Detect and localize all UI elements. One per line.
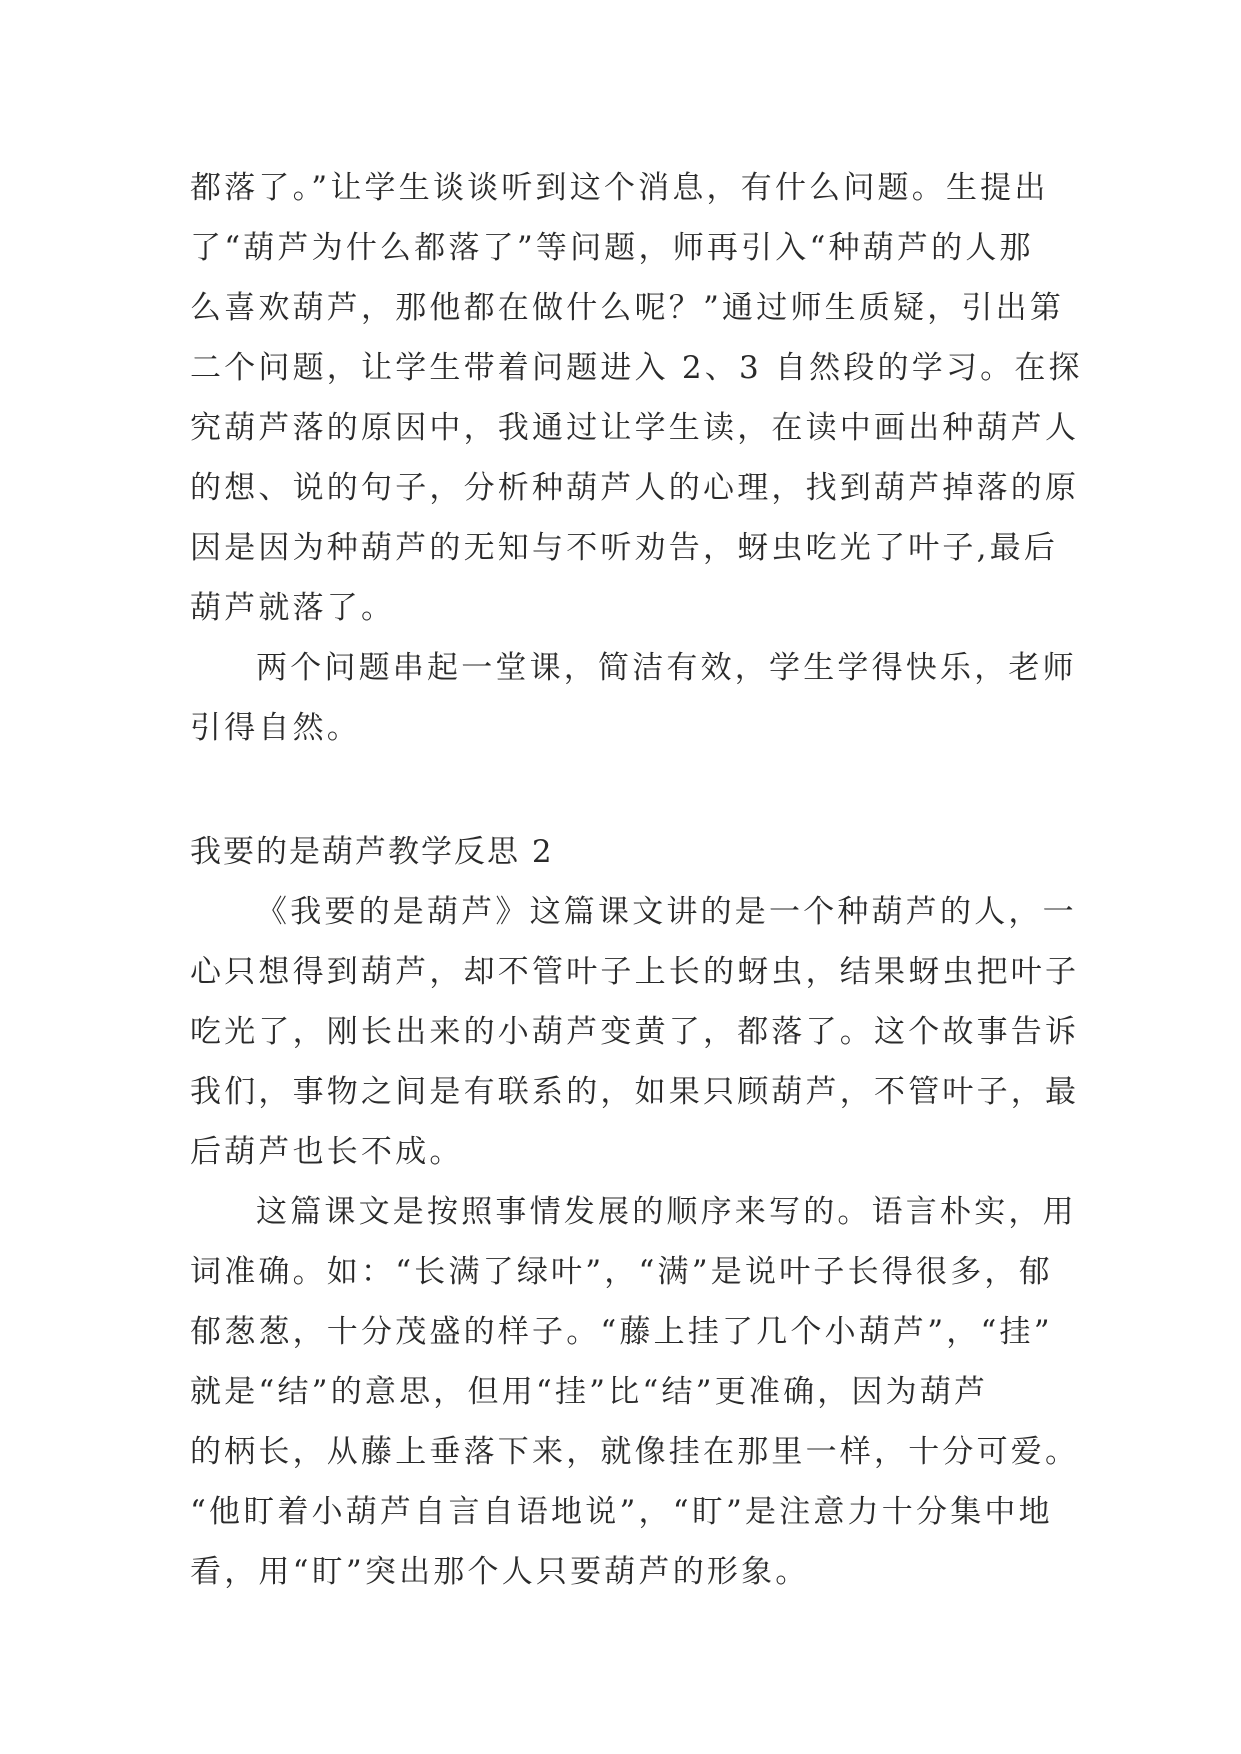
text-line: 郁葱葱，十分茂盛的样子。“藤上挂了几个小葫芦”，“挂” (190, 1314, 1053, 1350)
text-line: 葫芦就落了。 (190, 590, 396, 626)
section-title: 我要的是葫芦教学反思 2 (190, 834, 554, 870)
text-line: 吃光了，刚长出来的小葫芦变黄了，都落了。这个故事告诉 (190, 1014, 1080, 1050)
text-line: 我们，事物之间是有联系的，如果只顾葫芦，不管叶子，最 (190, 1074, 1080, 1110)
text-line: 究葫芦落的原因中，我通过让学生读，在读中画出种葫芦人 (190, 410, 1080, 446)
text-line: 这篇课文是按照事情发展的顺序来写的。语言朴实，用 (256, 1194, 1077, 1230)
paragraph-intro (190, 882, 1080, 1182)
text-line: 后葫芦也长不成。 (190, 1134, 464, 1170)
text-line: 的柄长，从藤上垂落下来，就像挂在那里一样，十分可爱。 (190, 1434, 1080, 1470)
text-line: 《我要的是葫芦》这篇课文讲的是一个种葫芦的人，一 (256, 894, 1077, 930)
paragraph-summary (190, 638, 1077, 758)
text-line: 词准确。如：“长满了绿叶”，“满”是说叶子长得很多，郁 (190, 1254, 1053, 1290)
document-page (190, 158, 1083, 1602)
text-line: 引得自然。 (190, 710, 361, 746)
paragraph-continuation (190, 158, 1083, 638)
text-line: 心只想得到葫芦，却不管叶子上长的蚜虫，结果蚜虫把叶子 (190, 954, 1080, 990)
text-line: 因是因为种葫芦的无知与不听劝告，蚜虫吃光了叶子,最后 (190, 530, 1059, 566)
paragraph-analysis (190, 1182, 1080, 1602)
text-line: 都落了。”让学生谈谈听到这个消息，有什么问题。生提出 (190, 170, 1049, 206)
text-line: “他盯着小葫芦自言自语地说”，“盯”是注意力十分集中地 (190, 1494, 1053, 1530)
text-line: 看，用“盯”突出那个人只要葫芦的形象。 (190, 1554, 810, 1590)
text-line: 么喜欢葫芦，那他都在做什么呢？”通过师生质疑，引出第 (190, 290, 1065, 326)
text-line: 两个问题串起一堂课，简洁有效，学生学得快乐，老师 (256, 650, 1077, 686)
text-line: 就是“结”的意思，但用“挂”比“结”更准确，因为葫芦 (190, 1374, 989, 1410)
text-line: 的想、说的句子，分析种葫芦人的心理，找到葫芦掉落的原 (190, 470, 1080, 506)
text-line: 了“葫芦为什么都落了”等问题，师再引入“种葫芦的人那 (190, 230, 1034, 266)
text-line: 二个问题，让学生带着问题进入 2、3 自然段的学习。在探 (190, 350, 1083, 386)
